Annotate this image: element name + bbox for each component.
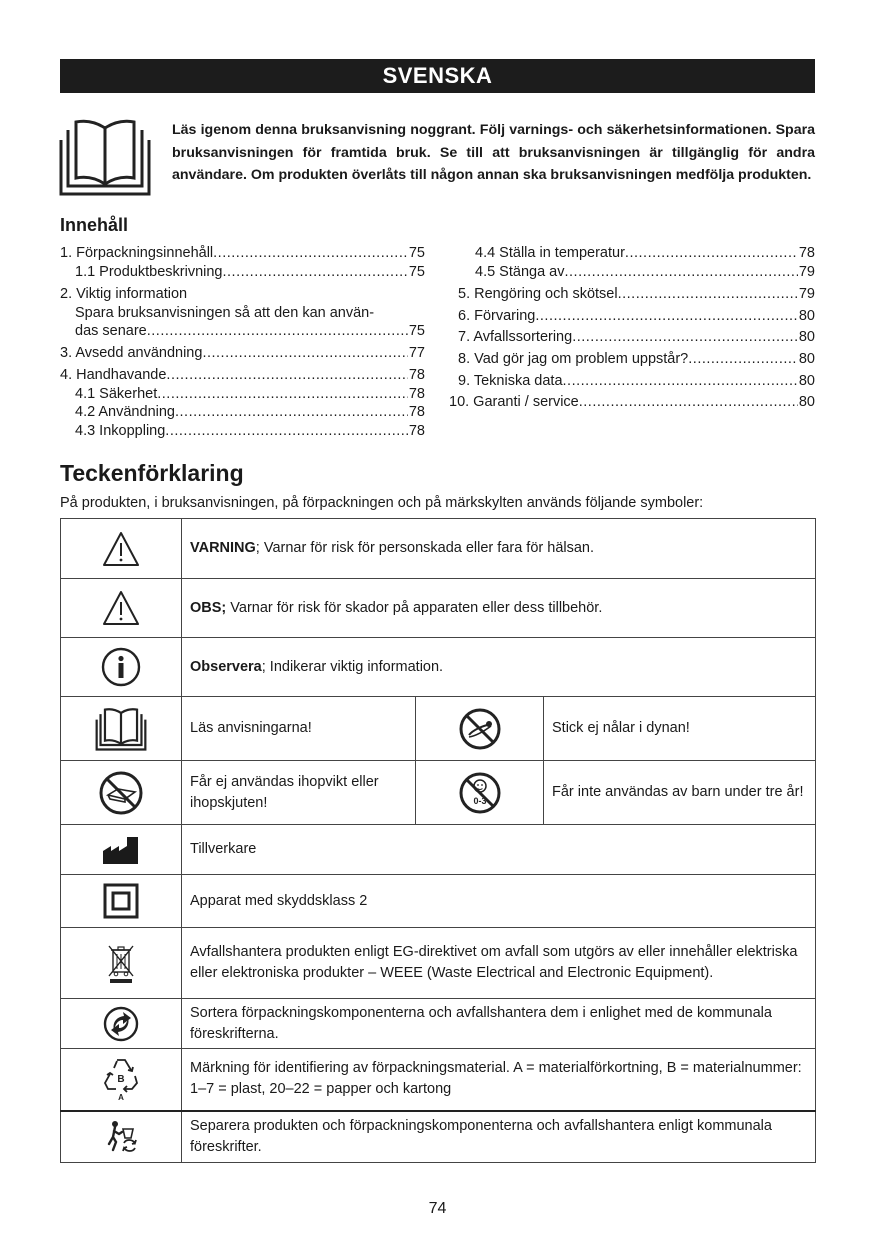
svg-text:B: B <box>117 1074 125 1086</box>
no-children-icon <box>458 771 502 815</box>
icon-cell <box>61 519 182 579</box>
icon-cell <box>61 875 182 928</box>
symbol-table <box>60 518 816 1163</box>
toc-entry[interactable]: 1. Förpackningsinnehåll ..... 75 <box>60 243 425 263</box>
svg-text:A: A <box>118 1093 124 1103</box>
intro-text: Läs igenom denna bruksanvisning noggrant. Följ varnings- och säkerhetsinformationen. Spara bruksanvisningen för framtida bruk. Se till att bruksanvisningen är tillgänglig för andra användare. Om produkten överlåts till någon annan ska bruksanvisningen medfölja produkten. <box>172 122 815 183</box>
icon-cell <box>61 999 182 1049</box>
icon-cell <box>416 761 544 825</box>
icon-cell <box>61 638 182 697</box>
toc-entry[interactable]: 3. Avsedd användning ..... 77 <box>60 343 425 363</box>
toc-entry[interactable]: 6. Förvaring ..... 80 <box>458 306 815 326</box>
symbol-description: Avfallshantera produkten enligt EG-direktivet om avfall som utgörs av eller innehåller elektriska eller elektroniska produkter – WEEE (Waste Electrical and Electronic Equipment). <box>182 928 816 999</box>
manufacturer-icon <box>102 835 140 865</box>
open-book-icon <box>95 707 147 751</box>
weee-bin-icon <box>106 941 136 985</box>
toc-entry[interactable]: 5. Rengöring och skötsel ..... 79 <box>458 284 815 304</box>
symbol-description: Märkning för identifiering av förpackningsmaterial. A = materialförkortning, B = materialnummer: 1–7 = plast, 20–22 = papper och kartong <box>182 1049 816 1111</box>
symbol-description: Tillverkare <box>182 825 816 875</box>
icon-cell <box>61 579 182 638</box>
green-dot-icon <box>103 1006 139 1042</box>
info-icon <box>100 646 142 688</box>
table-row <box>61 1111 816 1163</box>
toc-entry[interactable]: 4.5 Stänga av ..... 79 <box>475 262 815 282</box>
icon-cell <box>416 697 544 761</box>
icon-cell <box>61 825 182 875</box>
table-row <box>61 825 816 875</box>
caution-triangle-icon <box>101 588 141 628</box>
icon-cell <box>61 1111 182 1163</box>
legend-title: Teckenförklaring <box>60 460 244 486</box>
table-row <box>61 928 816 999</box>
symbol-description: Apparat med skyddsklass 2 <box>182 875 816 928</box>
toc-entry[interactable]: das senare ..... 75 <box>75 321 425 341</box>
table-row <box>61 519 816 579</box>
table-row <box>61 579 816 638</box>
table-row <box>61 697 816 761</box>
toc-entry[interactable]: 4. Handhavande ..... 78 <box>60 365 425 385</box>
icon-cell <box>61 928 182 999</box>
toc-entry[interactable]: 8. Vad gör jag om problem uppstår? ..... 80 <box>458 349 815 369</box>
table-row <box>61 1049 816 1111</box>
page-number: 74 <box>428 1200 447 1217</box>
warning-triangle-icon <box>101 529 141 569</box>
icon-cell <box>61 1049 182 1111</box>
symbol-description: OBS; Varnar för risk för skador på apparaten eller dess tillbehör. <box>182 579 816 638</box>
symbol-description: VARNING; Varnar för risk för personskada eller fara för hälsan. <box>182 519 816 579</box>
toc-entry[interactable]: 4.2 Användning ..... 78 <box>75 402 425 422</box>
toc-entry-text[interactable]: Spara bruksanvisningen så att den kan använ- <box>75 305 375 321</box>
symbol-description: Läs anvisningarna! <box>182 697 416 761</box>
language-header: SVENSKA <box>60 59 815 93</box>
no-folding-icon <box>98 770 144 816</box>
recycling-code-icon <box>103 1056 139 1102</box>
symbol-description: Får inte användas av barn under tre år! <box>544 761 816 825</box>
symbol-description: Separera produkten och förpackningskomponenterna och avfallshantera enligt kommunala föreskrifter. <box>182 1111 816 1163</box>
table-row <box>61 761 816 825</box>
icon-cell <box>61 761 182 825</box>
toc-entry[interactable]: 7. Avfallssortering ..... 80 <box>458 327 815 347</box>
protection-class-2-icon <box>103 883 139 919</box>
svg-text:0-3: 0-3 <box>472 795 487 806</box>
toc-entry[interactable]: 4.4 Ställa in temperatur ..... 78 <box>475 243 815 263</box>
legend-subtitle: På produkten, i bruksanvisningen, på förpackningen och på märkskylten används följande symboler: <box>60 495 704 511</box>
toc-entry[interactable]: 4.3 Inkoppling ..... 78 <box>75 421 425 441</box>
table-row <box>61 999 816 1049</box>
toc-entry[interactable]: 4.1 Säkerhet ..... 78 <box>75 384 425 404</box>
symbol-description: Får ej användas ihopvikt eller ihopskjuten! <box>182 761 416 825</box>
symbol-description: Stick ej nålar i dynan! <box>544 697 816 761</box>
symbol-description: Sortera förpackningskomponenterna och avfallshantera dem i enlighet med de kommunala föreskrifterna. <box>182 999 816 1049</box>
toc-entry[interactable]: 2. Viktig information <box>60 286 188 302</box>
no-pins-icon <box>458 707 502 751</box>
table-row <box>61 638 816 697</box>
icon-cell <box>61 697 182 761</box>
separate-disposal-icon <box>102 1118 140 1156</box>
toc-entry[interactable]: 1.1 Produktbeskrivning ..... 75 <box>75 262 425 282</box>
toc-entry[interactable]: 10. Garanti / service ..... 80 <box>449 392 815 412</box>
symbol-description: Observera; Indikerar viktig information. <box>182 638 816 697</box>
table-row <box>61 875 816 928</box>
toc-title: Innehåll <box>60 215 129 235</box>
toc-entry[interactable]: 9. Tekniska data ..... 80 <box>458 371 815 391</box>
open-book-icon <box>58 118 152 196</box>
